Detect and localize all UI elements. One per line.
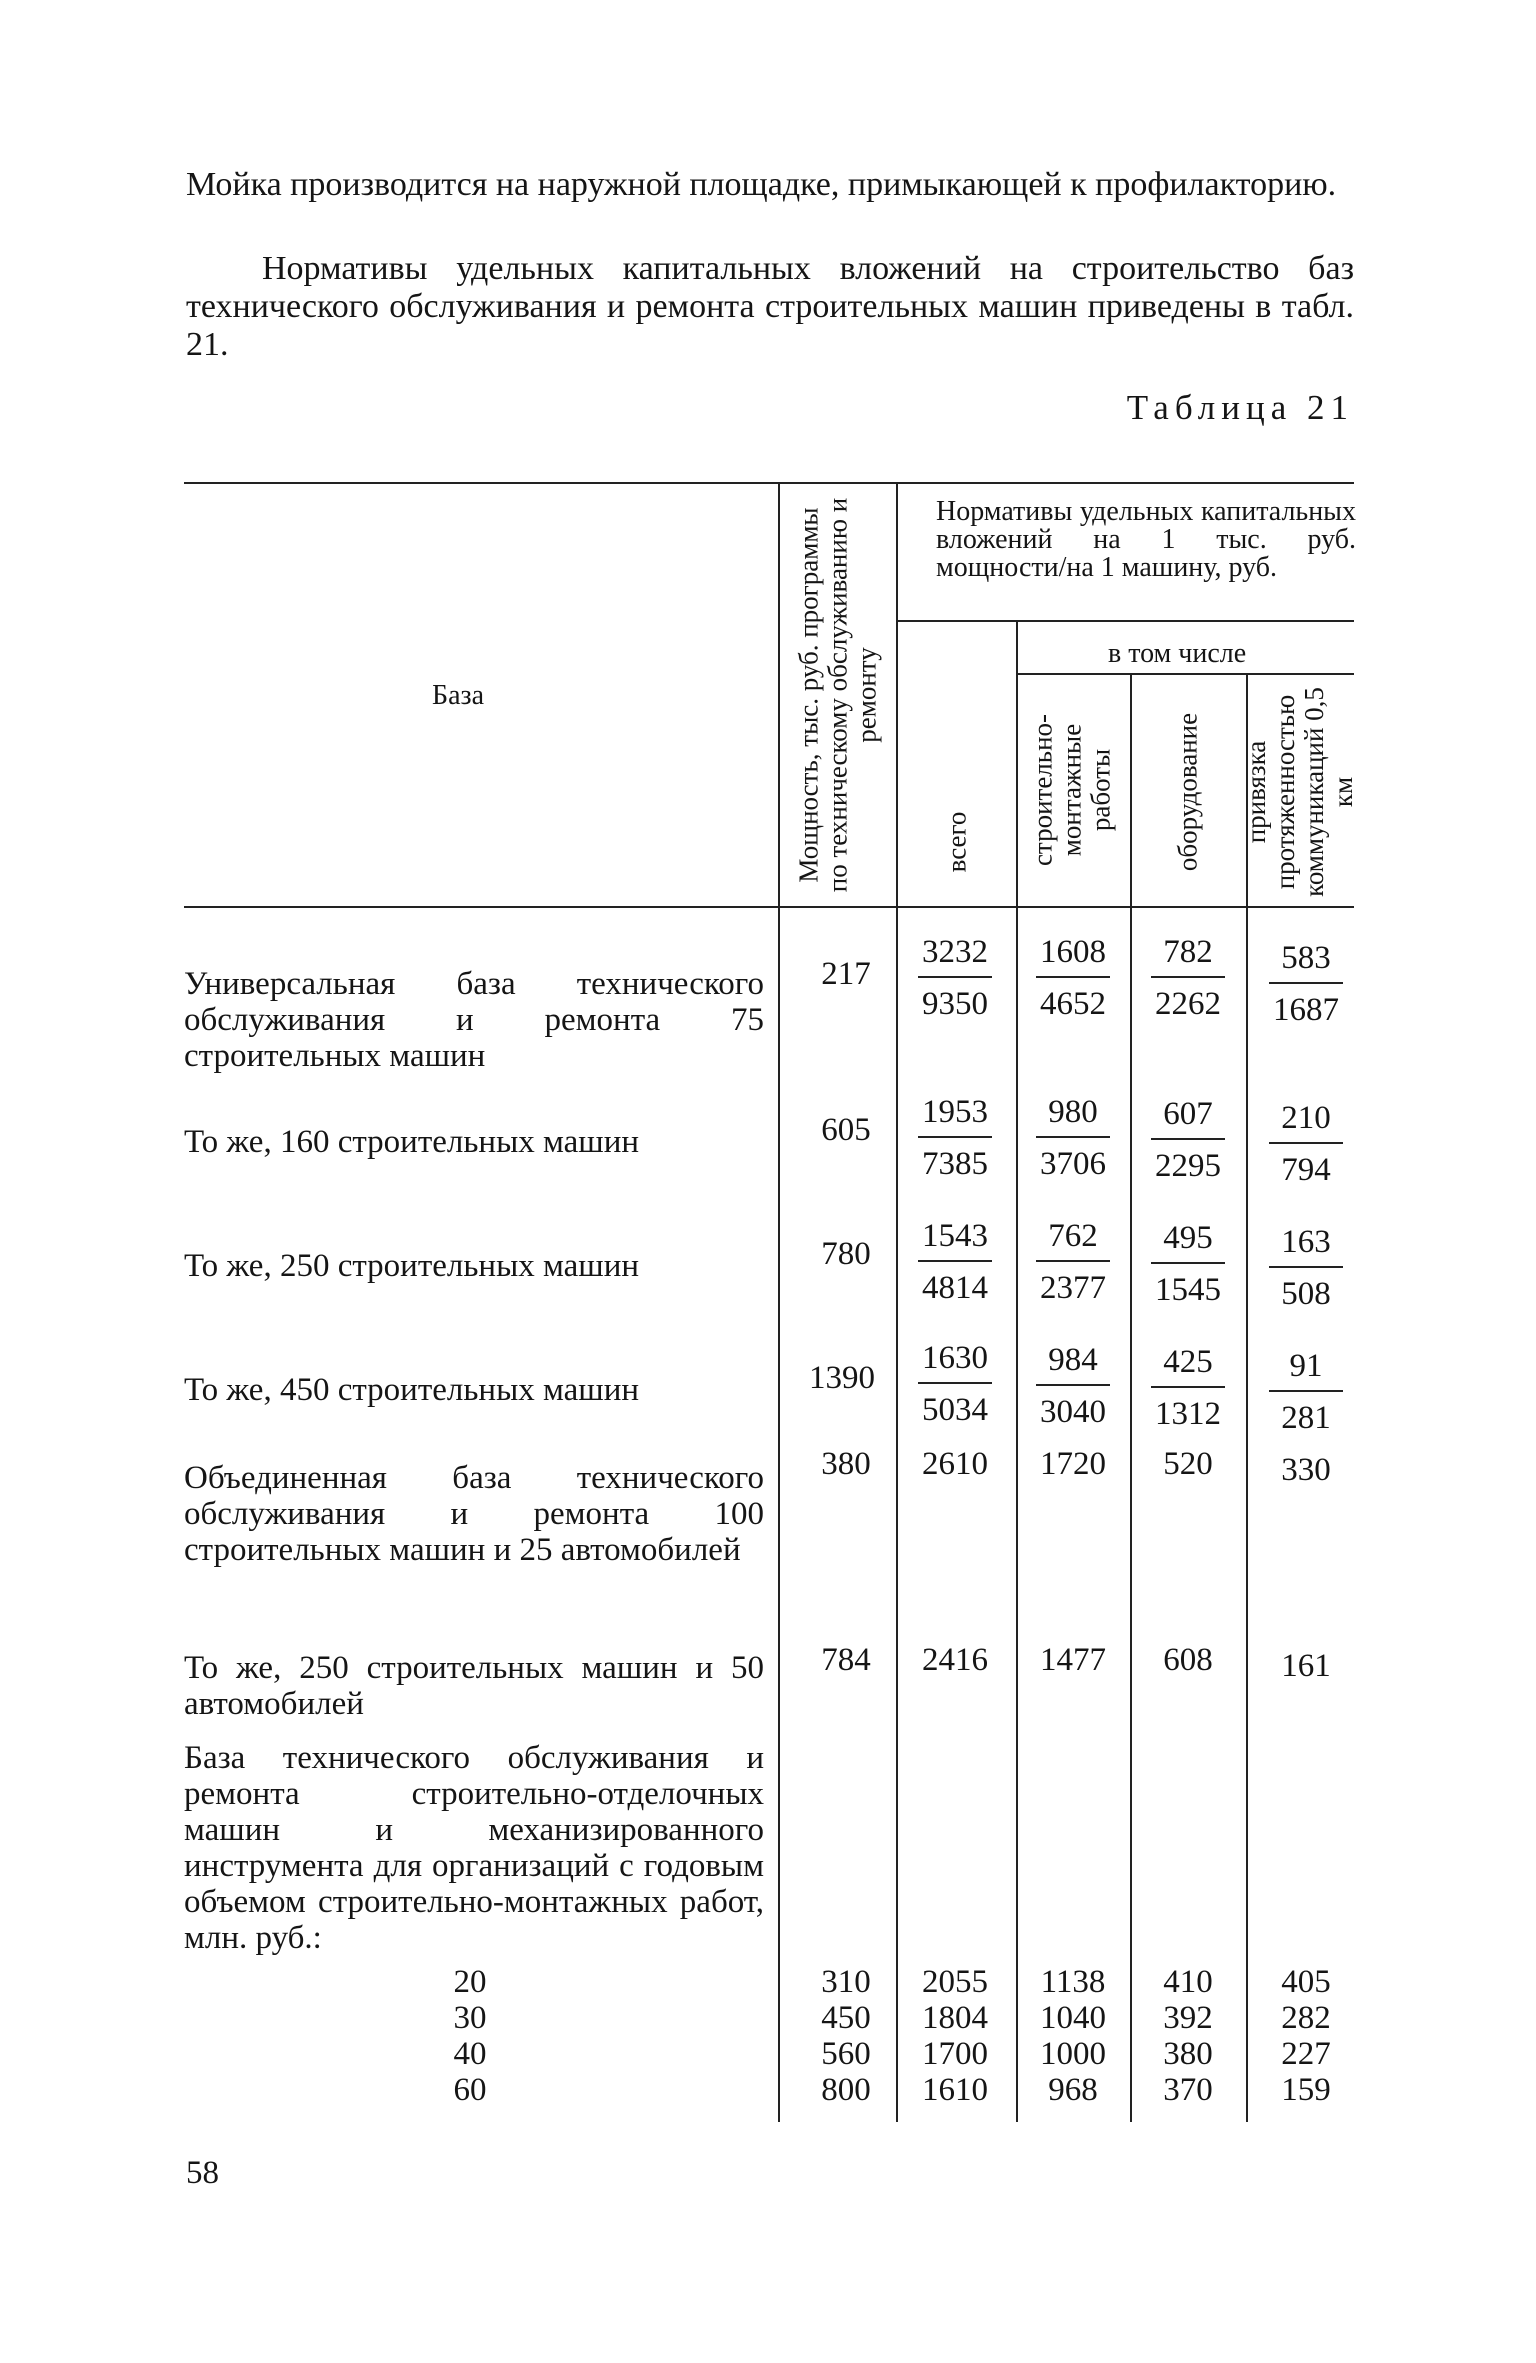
row-group-heading: База технического обслуживания и ремонта строительно-отделочных машин и механизированного инструмента для организаций с годовым объемом строительно-монтажных работ, млн. руб.: xyxy=(184,1740,764,1956)
construction-cell: 1477 xyxy=(1040,1642,1106,1678)
fraction-bar xyxy=(1036,1260,1110,1262)
construction-cell xyxy=(1031,1094,1115,1182)
linking-cell xyxy=(1264,1348,1348,1436)
row-name: 30 xyxy=(453,2000,487,2036)
fraction-bar xyxy=(918,1382,992,1384)
linking-cell: 405 xyxy=(1281,1964,1331,2000)
row-name: То же, 450 строительных машин xyxy=(184,1372,640,1408)
per-machine-value: 794 xyxy=(1281,1152,1331,1188)
equipment-cell xyxy=(1146,1344,1230,1432)
table-top-rule xyxy=(184,482,1354,484)
fraction-bar xyxy=(1269,1266,1343,1268)
per-capacity-value: 607 xyxy=(1163,1096,1213,1132)
capacity-cell: 217 xyxy=(821,956,871,992)
fraction-bar xyxy=(1036,1384,1110,1386)
per-machine-value: 2377 xyxy=(1040,1270,1106,1306)
per-machine-value: 4814 xyxy=(922,1270,988,1306)
per-machine-value: 2295 xyxy=(1155,1148,1221,1184)
construction-cell: 968 xyxy=(1048,2072,1098,2108)
per-capacity-value: 495 xyxy=(1163,1220,1213,1256)
per-capacity-value: 1543 xyxy=(922,1218,988,1254)
total-cell xyxy=(913,1218,997,1306)
per-machine-value: 4652 xyxy=(1040,986,1106,1022)
header-bottom-rule xyxy=(184,906,1354,908)
per-capacity-value: 782 xyxy=(1163,934,1213,970)
header-norms-rule xyxy=(898,620,1354,622)
column-divider-3 xyxy=(1016,622,1018,2122)
header-base: База xyxy=(432,680,484,711)
row-name: Универсальная база технического обслуживания и ремонта 75 строительных машин xyxy=(184,966,764,1074)
per-machine-value: 3040 xyxy=(1040,1394,1106,1430)
linking-cell: 161 xyxy=(1281,1648,1331,1684)
per-machine-value: 5034 xyxy=(922,1392,988,1428)
table-caption: Таблица 21 xyxy=(1126,388,1354,427)
equipment-cell xyxy=(1146,1220,1230,1308)
header-including: в том числе xyxy=(1108,638,1247,669)
fraction-bar xyxy=(918,1260,992,1262)
fraction-bar xyxy=(1269,1142,1343,1144)
construction-cell: 1040 xyxy=(1040,2000,1106,2036)
fraction-bar xyxy=(918,1136,992,1138)
total-cell xyxy=(913,1340,997,1428)
page-number: 58 xyxy=(186,2155,219,2191)
construction-cell: 1720 xyxy=(1040,1446,1106,1482)
per-capacity-value: 1630 xyxy=(922,1340,988,1376)
total-cell: 1610 xyxy=(922,2072,988,2108)
per-machine-value: 1687 xyxy=(1273,992,1339,1028)
per-machine-value: 2262 xyxy=(1155,986,1221,1022)
capacity-cell: 560 xyxy=(821,2036,871,2072)
header-capacity-text: Мощность, тыс. руб. программы по техническому обслуживанию и ремонту xyxy=(793,497,882,893)
fraction-bar xyxy=(1269,982,1343,984)
total-cell: 2610 xyxy=(922,1446,988,1482)
capacity-cell: 450 xyxy=(821,2000,871,2036)
linking-cell xyxy=(1264,940,1348,1028)
total-cell: 2416 xyxy=(922,1642,988,1678)
fraction-bar xyxy=(1151,1262,1225,1264)
capacity-cell: 310 xyxy=(821,1964,871,2000)
fraction-bar xyxy=(1151,1386,1225,1388)
per-machine-value: 281 xyxy=(1281,1400,1331,1436)
per-capacity-value: 984 xyxy=(1048,1342,1098,1378)
per-capacity-value: 210 xyxy=(1281,1100,1331,1136)
header-linking-text: привязка протяженностью коммуникаций 0,5 км xyxy=(1241,687,1358,897)
per-machine-value: 3706 xyxy=(1040,1146,1106,1182)
row-name: То же, 250 строительных машин xyxy=(184,1248,640,1284)
capacity-cell: 784 xyxy=(821,1642,871,1678)
linking-cell xyxy=(1264,1224,1348,1312)
equipment-cell: 380 xyxy=(1163,2036,1213,2072)
per-capacity-value: 980 xyxy=(1048,1094,1098,1130)
total-cell: 2055 xyxy=(922,1964,988,2000)
construction-cell xyxy=(1031,1218,1115,1306)
capacity-cell: 1390 xyxy=(809,1360,875,1396)
capacity-cell: 800 xyxy=(821,2072,871,2108)
capacity-cell: 605 xyxy=(821,1112,871,1148)
linking-cell xyxy=(1264,1100,1348,1188)
per-capacity-value: 425 xyxy=(1163,1344,1213,1380)
per-capacity-value: 91 xyxy=(1289,1348,1323,1384)
row-name: 20 xyxy=(453,1964,487,2000)
total-cell: 1700 xyxy=(922,2036,988,2072)
per-machine-value: 1312 xyxy=(1155,1396,1221,1432)
capacity-cell: 380 xyxy=(821,1446,871,1482)
linking-cell: 227 xyxy=(1281,2036,1331,2072)
equipment-cell: 392 xyxy=(1163,2000,1213,2036)
per-machine-value: 9350 xyxy=(922,986,988,1022)
fraction-bar xyxy=(1151,1138,1225,1140)
column-divider-2 xyxy=(896,482,898,2122)
paragraph-1: Мойка производится на наружной площадке, примыкающей к профилакторию. xyxy=(186,166,1337,203)
equipment-cell: 608 xyxy=(1163,1642,1213,1678)
construction-cell: 1000 xyxy=(1040,2036,1106,2072)
per-capacity-value: 3232 xyxy=(922,934,988,970)
linking-cell: 330 xyxy=(1281,1452,1331,1488)
linking-cell: 282 xyxy=(1281,2000,1331,2036)
per-capacity-value: 583 xyxy=(1281,940,1331,976)
fraction-bar xyxy=(918,976,992,978)
per-machine-value: 7385 xyxy=(922,1146,988,1182)
linking-cell: 159 xyxy=(1281,2072,1331,2108)
equipment-cell xyxy=(1146,934,1230,1022)
total-cell xyxy=(913,934,997,1022)
column-divider-4 xyxy=(1130,675,1132,2122)
fraction-bar xyxy=(1036,1136,1110,1138)
paragraph-2: Нормативы удельных капитальных вложений на строительство баз технического обслуживания и ремонта строительных машин приведены в табл. 21. xyxy=(186,250,1354,363)
header-construction-text: строительно-монтажные работы xyxy=(1027,713,1116,867)
header-equipment-text: оборудование xyxy=(1172,712,1203,872)
row-name: Объединенная база технического обслуживания и ремонта 100 строительных машин и 25 автомобилей xyxy=(184,1460,764,1568)
equipment-cell: 410 xyxy=(1163,1964,1213,2000)
construction-cell xyxy=(1031,1342,1115,1430)
header-norms: Нормативы удельных капитальных вложений на 1 тыс. руб. мощности/на 1 машину, руб. xyxy=(936,496,1356,583)
construction-cell: 1138 xyxy=(1040,1964,1106,2000)
row-name: То же, 160 строительных машин xyxy=(184,1124,640,1160)
equipment-cell: 520 xyxy=(1163,1446,1213,1482)
per-capacity-value: 1608 xyxy=(1040,934,1106,970)
construction-cell xyxy=(1031,934,1115,1022)
fraction-bar xyxy=(1269,1390,1343,1392)
fraction-bar xyxy=(1151,976,1225,978)
per-machine-value: 508 xyxy=(1281,1276,1331,1312)
fraction-bar xyxy=(1036,976,1110,978)
header-total-text: всего xyxy=(941,811,972,873)
capacity-cell: 780 xyxy=(821,1236,871,1272)
total-cell: 1804 xyxy=(922,2000,988,2036)
row-name: 40 xyxy=(453,2036,487,2072)
total-cell xyxy=(913,1094,997,1182)
row-name: То же, 250 строительных машин и 50 автомобилей xyxy=(184,1650,764,1722)
per-capacity-value: 762 xyxy=(1048,1218,1098,1254)
header-including-rule xyxy=(1018,673,1354,675)
row-name: 60 xyxy=(453,2072,487,2108)
per-machine-value: 1545 xyxy=(1155,1272,1221,1308)
column-divider-1 xyxy=(778,482,780,2122)
equipment-cell xyxy=(1146,1096,1230,1184)
equipment-cell: 370 xyxy=(1163,2072,1213,2108)
per-capacity-value: 1953 xyxy=(922,1094,988,1130)
per-capacity-value: 163 xyxy=(1281,1224,1331,1260)
